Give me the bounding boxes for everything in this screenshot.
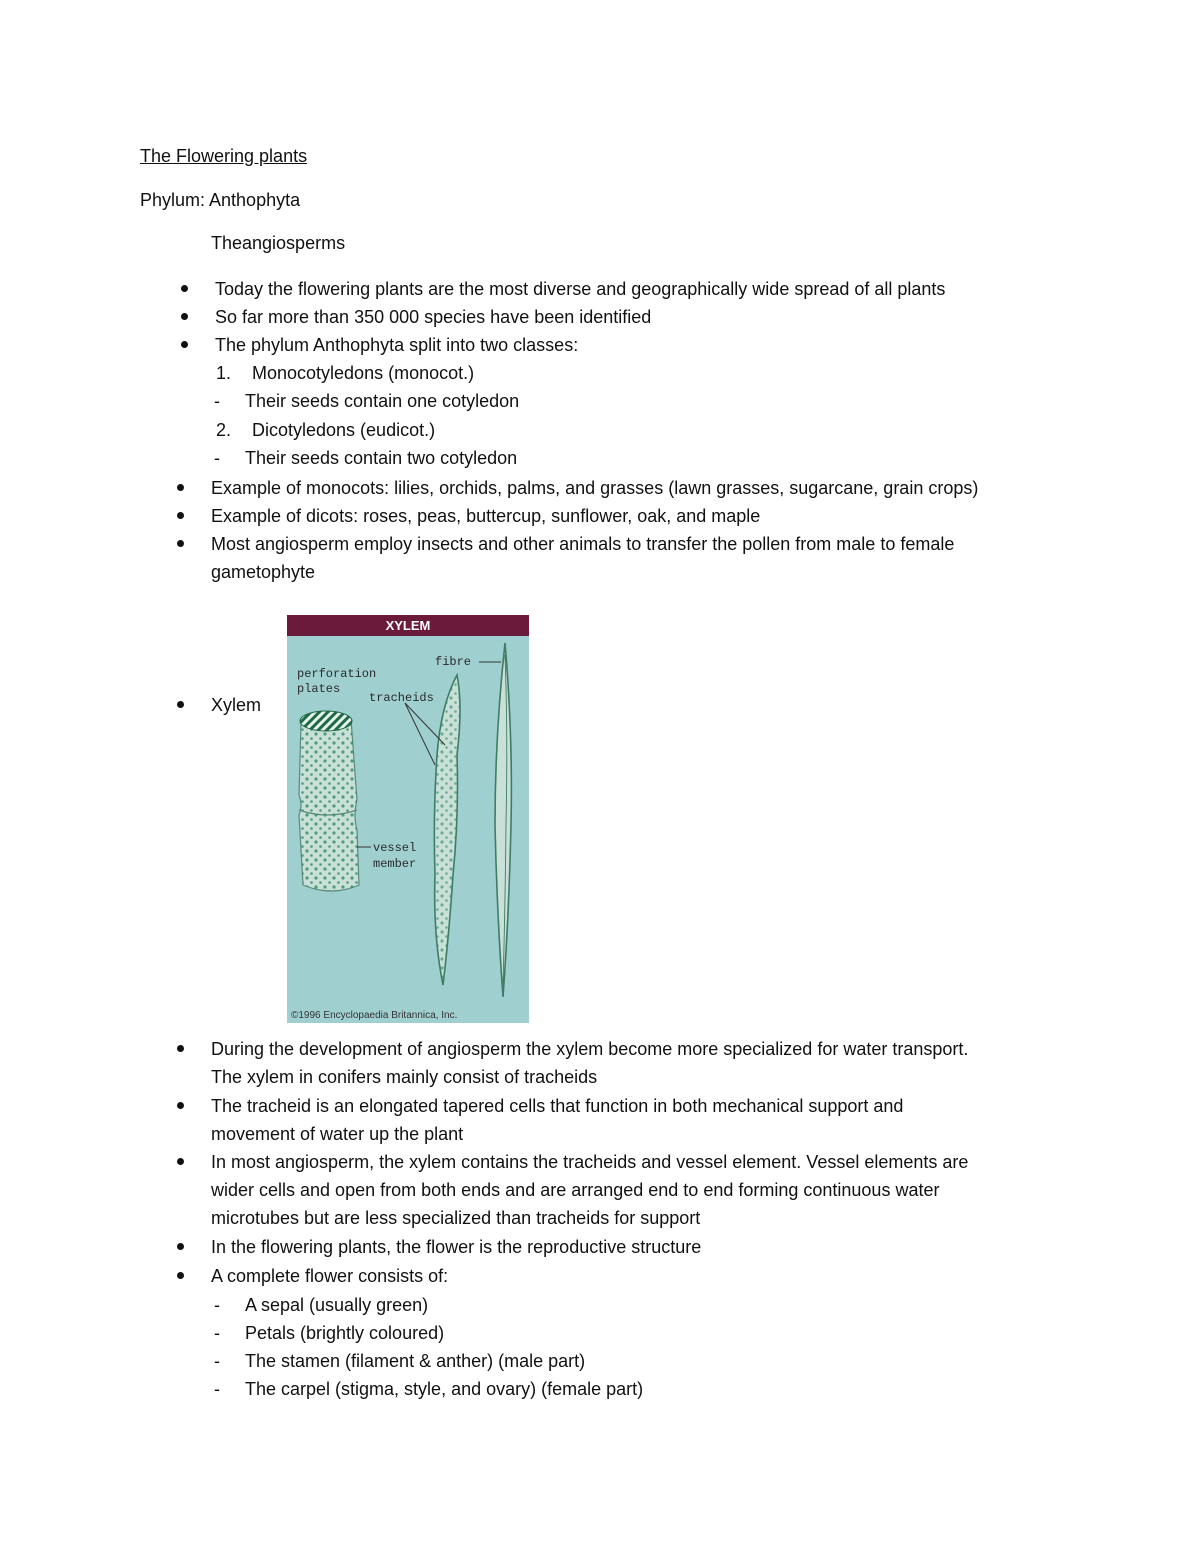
flower-part: Petals (brightly coloured) [245, 1323, 445, 1343]
label-vessel: vessel [373, 841, 417, 855]
bullet-dot [177, 1272, 184, 1279]
bullet-text: The tracheid is an elongated tapered cells that function in both mechanical support and [211, 1096, 904, 1116]
flower-part: A sepal (usually green) [245, 1295, 429, 1315]
bullet-dot [177, 512, 184, 519]
class-number: 2. [216, 420, 232, 440]
class-detail: Their seeds contain one cotyledon [245, 391, 520, 411]
class-number: 1. [216, 363, 232, 383]
vessel-member-pits [299, 715, 359, 891]
label-tracheids: tracheids [369, 691, 434, 705]
bullet-dot [177, 1158, 184, 1165]
flower-part: The stamen (filament & anther) (male part) [245, 1351, 586, 1371]
dash-marker: - [214, 448, 220, 468]
dash-marker: - [214, 1379, 220, 1399]
bullet-dot [177, 701, 184, 708]
bullet-dot [177, 484, 184, 491]
xylem-label: Xylem [211, 695, 262, 715]
bullet-text: Example of dicots: roses, peas, buttercup, sunflower, oak, and maple [211, 506, 761, 526]
bullet-text-continued: The xylem in conifers mainly consist of tracheids [211, 1067, 598, 1087]
label-member: member [373, 857, 417, 871]
bullet-text: In most angiosperm, the xylem contains the tracheids and vessel element. Vessel elements are [211, 1152, 969, 1172]
bullet-dot [177, 1045, 184, 1052]
bullet-dot [181, 341, 188, 348]
phylum-line: Phylum: Anthophyta [140, 190, 301, 210]
bullet-dot [177, 1102, 184, 1109]
bullet-text: Example of monocots: lilies, orchids, palms, and grasses (lawn grasses, sugarcane, grain crops) [211, 478, 979, 498]
class-detail: Their seeds contain two cotyledon [245, 448, 518, 468]
bullet-dot [181, 285, 188, 292]
bullet-text-continued: movement of water up the plant [211, 1124, 464, 1144]
dash-marker: - [214, 1295, 220, 1315]
bullet-dot [177, 540, 184, 547]
perforation-plate [300, 711, 352, 731]
label-fibre: fibre [435, 655, 472, 669]
bullet-text: The phylum Anthophyta split into two classes: [215, 335, 579, 355]
bullet-text: Today the flowering plants are the most diverse and geographically wide spread of all plants [215, 279, 946, 299]
class-name: Dicotyledons (eudicot.) [252, 420, 436, 440]
bullet-text-continued: microtubes but are less specialized than tracheids for support [211, 1208, 701, 1228]
label-plates: plates [297, 682, 341, 696]
bullet-dot [177, 1243, 184, 1250]
page-title: The Flowering plants [140, 146, 308, 166]
dash-marker: - [214, 1351, 220, 1371]
bullet-text: During the development of angiosperm the xylem become more specialized for water transport. [211, 1039, 969, 1059]
dash-marker: - [214, 1323, 220, 1343]
xylem-illustration [287, 615, 529, 1023]
subtitle-line: Theangiosperms [211, 233, 346, 253]
flower-part: The carpel (stigma, style, and ovary) (female part) [245, 1379, 644, 1399]
bullet-dot [181, 313, 188, 320]
figure-copyright: ©1996 Encyclopaedia Britannica, Inc. [291, 1010, 458, 1021]
class-name: Monocotyledons (monocot.) [252, 363, 475, 383]
bullet-text: Most angiosperm employ insects and other animals to transfer the pollen from male to female [211, 534, 955, 554]
bullet-text: In the flowering plants, the flower is the reproductive structure [211, 1237, 702, 1257]
xylem-figure [287, 615, 529, 1023]
label-perforation: perforation [297, 667, 377, 681]
bullet-text: A complete flower consists of: [211, 1266, 449, 1286]
bullet-text-continued: gametophyte [211, 562, 316, 582]
figure-header: XYLEM [385, 618, 431, 633]
dash-marker: - [214, 391, 220, 411]
bullet-text-continued: wider cells and open from both ends and are arranged end to end forming continuous water [211, 1180, 940, 1200]
bullet-text: So far more than 350 000 species have been identified [215, 307, 652, 327]
